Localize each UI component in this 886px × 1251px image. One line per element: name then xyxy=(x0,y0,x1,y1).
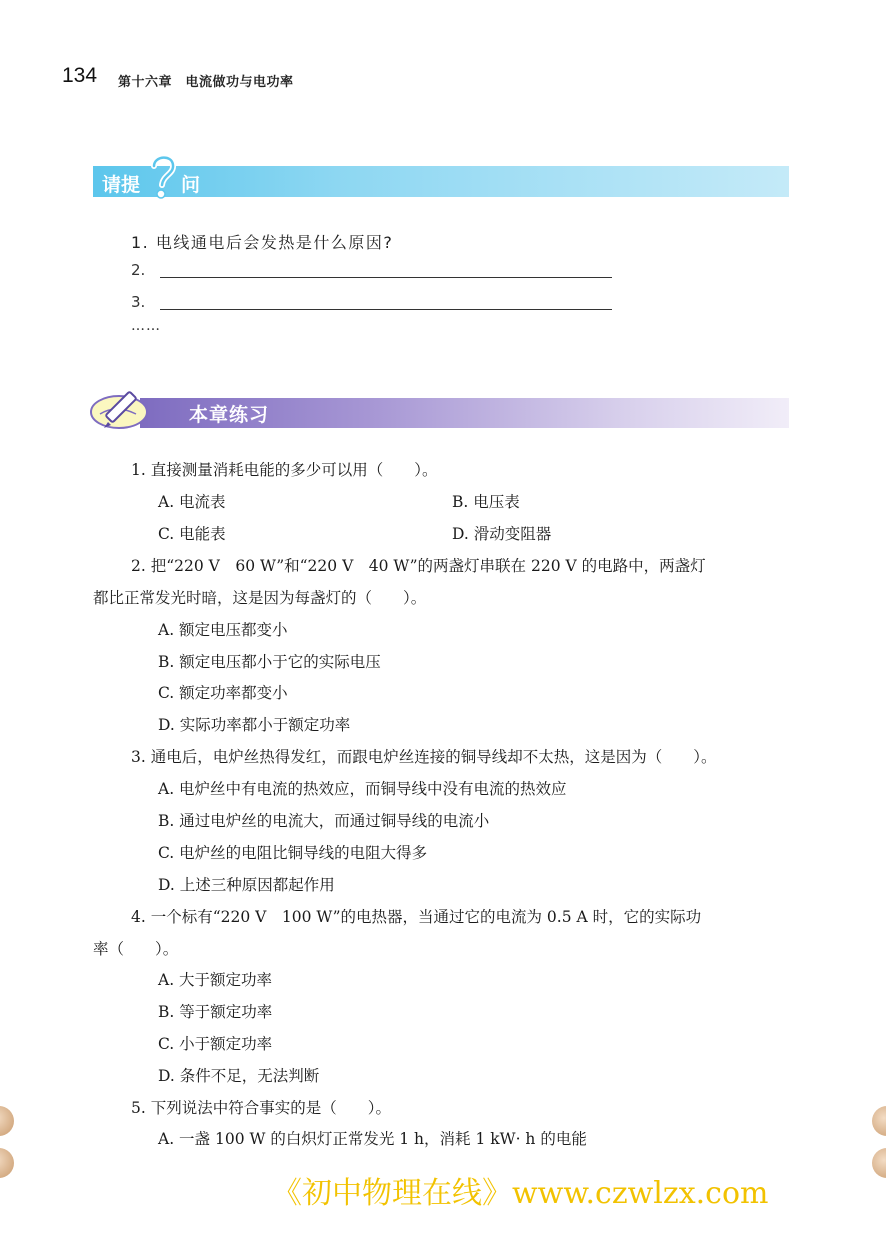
question-2-option-a: A. 额定电压都变小 xyxy=(158,621,288,639)
ask-item-1-text: 电线通电后会发热是什么原因? xyxy=(155,233,394,252)
ask-section-title-right: 问 xyxy=(181,174,201,196)
question-2-option-c: C. 额定功率都变小 xyxy=(158,684,288,702)
question-1-option-a: A. 电流表 xyxy=(158,493,226,511)
ask-item-3-blank[interactable] xyxy=(160,309,612,310)
chapter-title: 第十六章 电流做功与电功率 xyxy=(118,75,294,90)
edge-decoration-right-top xyxy=(872,1106,886,1136)
question-mark-icon xyxy=(146,150,180,200)
edge-decoration-left-top xyxy=(0,1106,14,1136)
question-3-option-c: C. 电炉丝的电阻比铜导线的电阻大得多 xyxy=(158,844,428,862)
question-3-option-d: D. 上述三种原因都起作用 xyxy=(158,876,335,894)
question-5: 5. 下列说法中符合事实的是（ ）。 xyxy=(131,1099,391,1117)
question-2-option-b: B. 额定电压都小于它的实际电压 xyxy=(158,653,381,671)
ask-item-3-num: 3. xyxy=(131,293,146,311)
ask-item-2-num: 2. xyxy=(131,261,146,279)
question-2-option-d: D. 实际功率都小于额定功率 xyxy=(158,716,351,734)
ask-item-1-num: 1. xyxy=(131,233,150,252)
question-1-option-d: D. 滑动变阻器 xyxy=(452,525,552,543)
question-3-option-a: A. 电炉丝中有电流的热效应，而铜导线中没有电流的热效应 xyxy=(158,780,567,798)
question-3: 3. 通电后，电炉丝热得发红，而跟电炉丝连接的铜导线却不太热，这是因为（ ）。 xyxy=(131,748,717,766)
pencil-icon xyxy=(86,384,156,434)
page-number: 134 xyxy=(62,64,98,87)
question-4-option-c: C. 小于额定功率 xyxy=(158,1035,273,1053)
edge-decoration-right-bottom xyxy=(872,1148,886,1178)
question-3-option-b: B. 通过电炉丝的电流大，而通过铜导线的电流小 xyxy=(158,812,490,830)
question-1-option-c: C. 电能表 xyxy=(158,525,226,543)
edge-decoration-left-bottom xyxy=(0,1148,14,1178)
question-5-option-a: A. 一盏 100 W 的白炽灯正常发光 1 h，消耗 1 kW· h 的电能 xyxy=(158,1130,587,1148)
question-2-line-2: 都比正常发光时暗，这是因为每盏灯的（ ）。 xyxy=(93,589,427,607)
question-4-line-2: 率（ ）。 xyxy=(93,940,179,958)
question-2-line-1: 2. 把“220 V 60 W”和“220 V 40 W”的两盏灯串联在 220 V 的电路中，两盏灯 xyxy=(131,557,706,575)
question-4-line-1: 4. 一个标有“220 V 100 W”的电热器，当通过它的电流为 0.5 A 时，它的实际功 xyxy=(131,908,702,926)
ask-item-2-blank[interactable] xyxy=(160,277,612,278)
exercise-section-title: 本章练习 xyxy=(189,404,270,426)
ask-section-title-left: 请提 xyxy=(102,174,141,196)
question-4-option-a: A. 大于额定功率 xyxy=(158,971,273,989)
question-4-option-d: D. 条件不足，无法判断 xyxy=(158,1067,320,1085)
question-1: 1. 直接测量消耗电能的多少可以用（ ）。 xyxy=(131,461,438,479)
question-4-option-b: B. 等于额定功率 xyxy=(158,1003,273,1021)
question-1-option-b: B. 电压表 xyxy=(452,493,520,511)
watermark: 《初中物理在线》www.czwlzx.com xyxy=(272,1176,769,1211)
ask-item-1 xyxy=(131,230,393,253)
ask-ellipsis: …… xyxy=(131,318,161,334)
